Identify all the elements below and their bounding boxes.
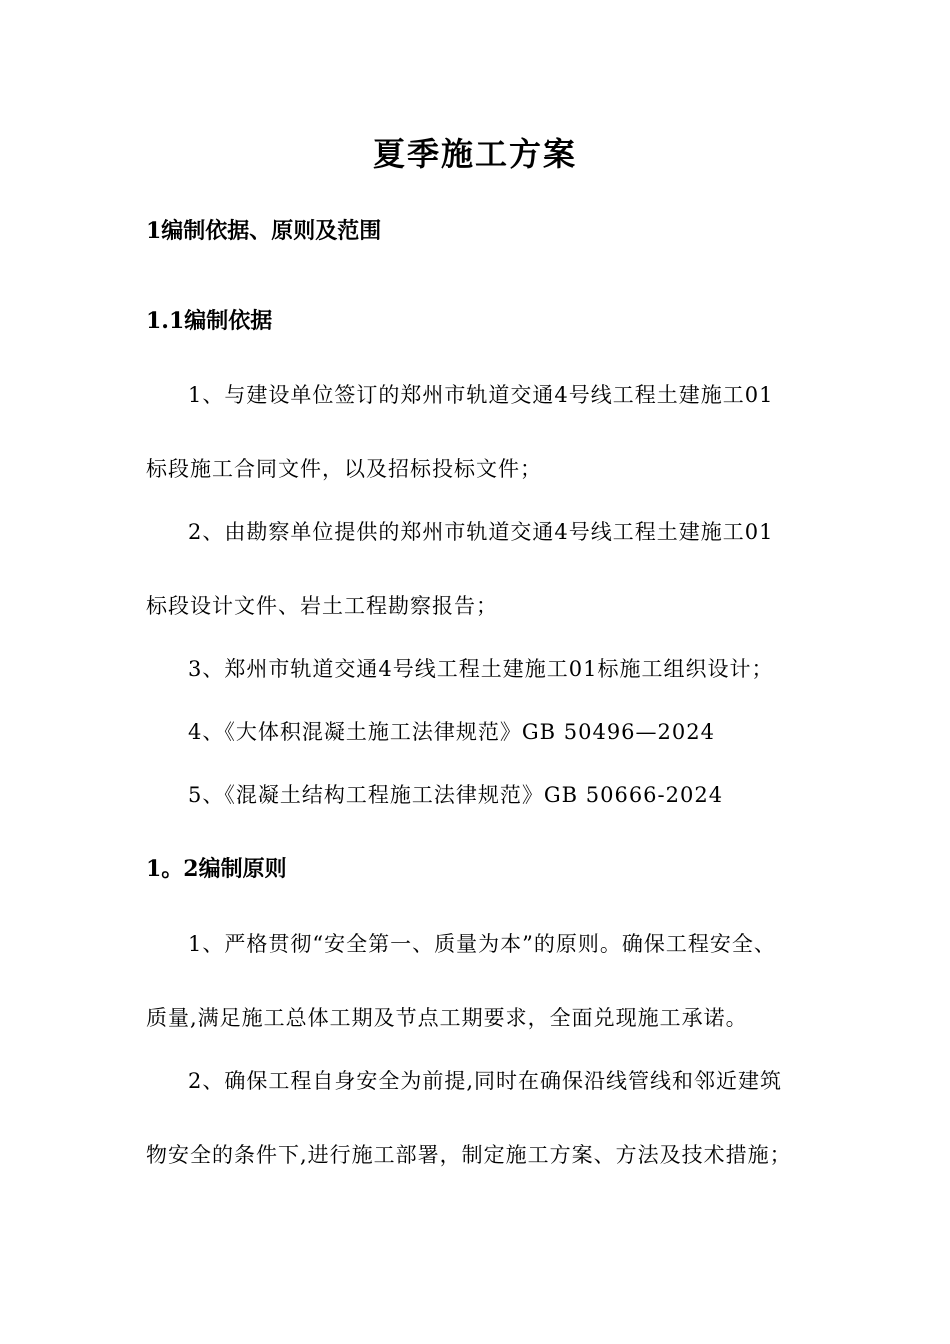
basis-item-2-line-2: 标段设计文件、岩土工程勘察报告； <box>146 594 498 618</box>
principle-item-1-line-2: 质量,满足施工总体工期及节点工期要求，全面兑现施工承诺。 <box>146 1006 748 1030</box>
section-heading-1: 1编制依据、原则及范围 <box>146 218 382 244</box>
principle-item-1-line-1: 1、严格贯彻“安全第一、质量为本”的原则。确保工程安全、 <box>188 932 776 956</box>
basis-item-3: 3、郑州市轨道交通4号线工程土建施工01标施工组织设计； <box>188 657 774 681</box>
subsection-heading-1-1: 1.1编制依据 <box>146 308 273 334</box>
principle-item-2-line-1: 2、确保工程自身安全为前提,同时在确保沿线管线和邻近建筑 <box>188 1069 783 1093</box>
document-title: 夏季施工方案 <box>372 135 577 173</box>
basis-item-2-line-1: 2、由勘察单位提供的郑州市轨道交通4号线工程土建施工01 <box>188 520 774 544</box>
basis-item-1-line-2: 标段施工合同文件，以及招标投标文件； <box>146 457 542 481</box>
principle-item-2-line-2: 物安全的条件下,进行施工部署，制定施工方案、方法及技术措施； <box>146 1143 792 1167</box>
basis-item-4: 4、《大体积混凝土施工法律规范》GB 50496—2024 <box>188 720 715 744</box>
basis-item-5: 5、《混凝土结构工程施工法律规范》GB 50666-2024 <box>188 783 724 807</box>
basis-item-1-line-1: 1、与建设单位签订的郑州市轨道交通4号线工程土建施工01 <box>188 383 774 407</box>
subsection-heading-1-2: 1。2编制原则 <box>146 856 287 882</box>
